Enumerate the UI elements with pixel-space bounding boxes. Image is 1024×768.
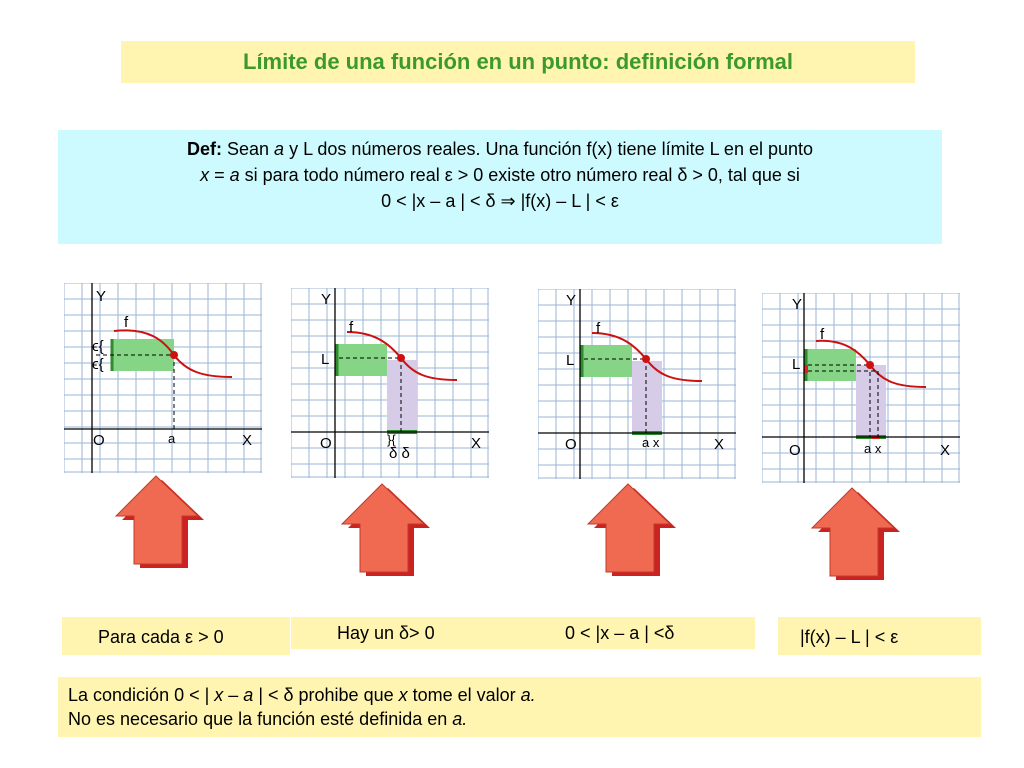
f-label: f [349,319,354,336]
origin-label: O [93,432,105,449]
epsilon-label-bottom: ϵ{ [92,356,104,373]
a-x-label: a x [642,435,660,450]
f-label: f [820,326,825,343]
up-arrow-icon [106,472,206,577]
epsilon-label-top: ϵ{ [92,338,104,355]
graph-epsilon [64,283,262,473]
limit-point [170,351,178,359]
graph-x-within-delta [538,289,736,479]
page-title: Límite de una función en un punto: definición formal [121,41,915,83]
note-box [58,677,981,737]
definition-box [58,130,942,244]
axis-x-label: X [940,442,951,459]
axis-x-label: X [242,432,253,449]
axis-x-label: X [471,435,482,452]
origin-label: O [320,435,332,452]
a-label: a [168,431,176,446]
L-label: L [792,356,801,373]
f-label: f [124,314,129,331]
L-label: L [321,351,330,368]
note-line-2: No es necesario que la función esté definida en a. [68,709,468,729]
condition-epsilon: Para cada ε > 0 [62,617,290,655]
up-arrow-icon [578,480,678,585]
limit-point [397,354,405,362]
definition-line-1: Def: Sean a y L dos números reales. Una función f(x) tiene límite L en el punto [186,139,814,159]
limit-point [866,361,874,369]
condition-delta: Hay un δ> 0 0 < |x – a | <δ [291,617,755,649]
up-arrow-icon [802,484,902,589]
definition-line-2: x = a si para todo número real ε > 0 existe otro número real δ > 0, tal que si [200,165,800,185]
graph-f-within-epsilon [762,293,960,483]
up-arrow-icon [332,480,432,585]
limit-point [642,355,650,363]
definition-line-3: 0 < |x – a | < δ ⇒ |f(x) – L | < ε [381,191,619,211]
origin-label: O [565,436,577,453]
L-label: L [566,352,575,369]
delta-brace: }{ [387,432,396,447]
f-label: f [596,320,601,337]
origin-label: O [789,442,801,459]
axis-x-label: X [714,436,725,453]
axis-y-label: Y [792,296,803,313]
note-line-1: La condición 0 < | x – a | < δ prohibe que x tome el valor a. [68,685,536,705]
axis-y-label: Y [321,291,332,308]
condition-f: |f(x) – L | < ε [778,617,981,655]
axis-y-label: Y [566,292,577,309]
delta-labels: δ δ [389,445,410,462]
a-x-label: a x [864,441,882,456]
axis-y-label: Y [96,288,107,305]
graph-delta [291,288,489,478]
